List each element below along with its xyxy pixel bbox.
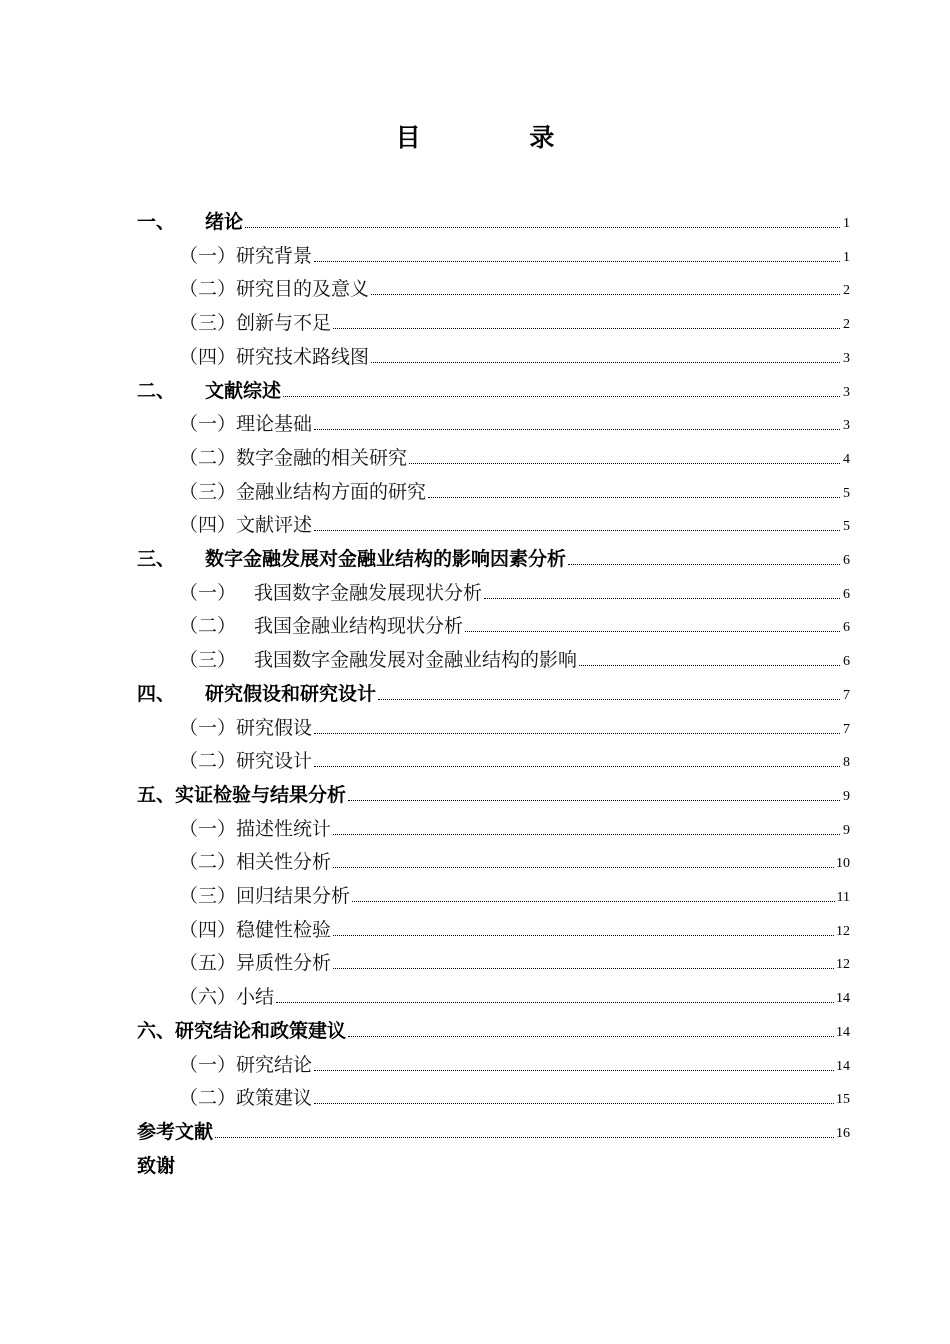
toc-page-number: 1 [843, 249, 850, 265]
toc-leader-dots [371, 361, 840, 363]
toc-entry[interactable] [179, 637, 850, 671]
toc-leader-dots [352, 900, 834, 902]
toc-leader-dots [333, 967, 834, 969]
toc-entry-label [179, 919, 331, 941]
toc-entry-number: （三） [179, 480, 237, 503]
toc-entry-text: 我国数字金融发展现状分析 [254, 581, 483, 604]
toc-entry[interactable] [179, 502, 850, 536]
toc-entry-text: 研究假设和研究设计 [205, 682, 377, 705]
toc-page-number: 6 [843, 553, 850, 568]
toc-entry-text: 异质性分析 [236, 952, 332, 975]
toc-page-number: 5 [843, 485, 850, 501]
toc-page-number: 12 [836, 957, 850, 973]
toc-entry-number: （二） [179, 615, 237, 638]
toc-entry[interactable] [179, 570, 850, 604]
toc-entry-number: （一） [179, 413, 237, 436]
toc-entry-text: 研究结论和政策建议 [175, 1019, 347, 1042]
toc-entry-number: （二） [179, 446, 237, 469]
toc-entry[interactable] [179, 334, 850, 368]
toc-entry-number: （一） [179, 1053, 237, 1076]
toc-leader-dots [348, 1035, 834, 1037]
toc-entry-number: （四） [179, 514, 237, 537]
toc-entry-number: （二） [179, 278, 237, 301]
toc-page-number: 11 [836, 890, 850, 905]
toc-entry[interactable] [179, 401, 850, 435]
toc-entry-text: 研究技术路线图 [236, 345, 370, 368]
toc-page-number: 14 [836, 1058, 850, 1074]
toc-entry-number: （一） [179, 581, 237, 604]
toc-entry-number: （六） [179, 986, 237, 1009]
toc-page-number: 12 [836, 923, 850, 939]
toc-entry-number: （二） [179, 1087, 237, 1110]
toc-entry-number: （四） [179, 918, 237, 941]
toc-entry-text: 实证检验与结果分析 [175, 783, 347, 806]
toc-entry-number: （一） [179, 716, 237, 739]
toc-entry[interactable] [179, 738, 850, 772]
toc-page-number: 1 [843, 216, 850, 231]
toc-leader-dots [428, 496, 840, 498]
toc-leader-dots [409, 462, 840, 464]
toc-entry-text: 小结 [236, 986, 275, 1009]
toc-entry-text: 绪论 [205, 211, 244, 233]
toc-leader-dots [371, 293, 840, 295]
toc-entry[interactable] [179, 806, 850, 840]
toc-entry-text: 研究设计 [236, 750, 313, 773]
toc-entry-label [179, 818, 331, 840]
toc-entry-text: 研究假设 [236, 716, 313, 739]
toc-leader-dots [579, 664, 840, 666]
toc-entry[interactable] [179, 1075, 850, 1109]
toc-entry[interactable] [137, 368, 850, 402]
toc-page-number: 15 [836, 1092, 850, 1108]
toc-page-number: 14 [836, 991, 850, 1007]
toc-entry-label [179, 245, 312, 267]
toc-entry-label [137, 784, 346, 806]
toc-entry-number: （一） [179, 817, 237, 840]
toc-leader-dots [314, 260, 840, 262]
toc-entry-label [137, 1121, 213, 1143]
page-title: 目 录 [395, 123, 605, 152]
toc-entry-text: 金融业结构方面的研究 [236, 480, 427, 503]
toc-leader-dots [314, 732, 840, 734]
toc-entry-text: 研究背景 [236, 244, 313, 267]
toc-entry-label [179, 986, 274, 1008]
toc-page-number: 3 [843, 384, 850, 400]
toc-entry-label [179, 346, 369, 368]
toc-page-number: 10 [836, 856, 850, 872]
toc-leader-dots [348, 799, 840, 801]
toc-page-number: 9 [843, 822, 850, 838]
toc-entry-label [179, 952, 331, 974]
toc-page-number: 2 [843, 283, 850, 299]
toc-entry[interactable] [179, 705, 850, 739]
toc-entry-label [179, 278, 369, 300]
toc-entry-number: （五） [179, 952, 237, 975]
toc-entry-number: 四、 [137, 682, 176, 705]
toc-entry[interactable] [137, 671, 850, 705]
toc-entry-text: 创新与不足 [236, 312, 332, 335]
toc-leader-dots [314, 428, 840, 430]
toc-leader-dots [245, 226, 840, 228]
toc-entry[interactable] [179, 974, 850, 1008]
toc-leader-dots [333, 866, 834, 868]
toc-entry-label [179, 447, 407, 469]
toc-entry[interactable] [137, 1008, 850, 1042]
toc-leader-dots [314, 765, 840, 767]
toc-entry[interactable] [179, 266, 850, 300]
toc-entry-label [179, 1087, 312, 1109]
toc-page-number: 9 [843, 788, 850, 804]
toc-entry[interactable] [179, 435, 850, 469]
toc-entry-label [137, 211, 243, 233]
toc-entry-text: 我国数字金融发展对金融业结构的影响 [254, 649, 578, 672]
toc-entry-label [179, 582, 482, 604]
toc-leader-dots [314, 529, 840, 531]
toc-entry[interactable] [179, 233, 850, 267]
toc-entry-text: 相关性分析 [236, 851, 332, 874]
toc-entry-number: （三） [179, 885, 237, 907]
toc-page-number: 4 [843, 451, 850, 467]
toc-page-number: 6 [843, 586, 850, 602]
toc-page-number: 16 [836, 1125, 850, 1141]
toc-page-number: 5 [843, 519, 850, 535]
toc-entry-number: 三、 [137, 548, 176, 570]
toc-entry-number: 六、 [137, 1019, 176, 1042]
toc-entry-number: 一、 [137, 211, 176, 233]
toc-entry[interactable] [179, 603, 850, 637]
toc-entry[interactable] [137, 1109, 850, 1143]
toc-leader-dots [333, 327, 840, 329]
toc-leader-dots [484, 597, 840, 599]
toc-entry-label [179, 750, 312, 772]
toc-page-number: 7 [843, 721, 850, 737]
toc-entry-number: （二） [179, 851, 237, 874]
toc-entry[interactable] [137, 536, 850, 570]
toc-entry-label [137, 548, 566, 570]
toc-leader-dots [283, 395, 840, 397]
toc-entry-number: （三） [179, 649, 237, 672]
toc-leader-dots [333, 833, 840, 835]
toc-page-number: 6 [843, 654, 850, 670]
toc-page-number: 6 [843, 620, 850, 636]
toc-entry-label [137, 1020, 346, 1042]
toc-entry-number: （三） [179, 312, 237, 335]
toc-entry[interactable] [137, 1143, 850, 1177]
toc-entry[interactable] [137, 772, 850, 806]
toc-entry-text: 研究目的及意义 [236, 278, 370, 301]
toc-entry-label [179, 1054, 312, 1076]
toc-entry[interactable] [179, 907, 850, 941]
toc-entry[interactable] [137, 199, 850, 233]
toc-page-number: 3 [843, 418, 850, 434]
toc-entry[interactable] [179, 1042, 850, 1076]
toc-entry-label [179, 413, 312, 435]
toc-entry-text: 致谢 [137, 1154, 176, 1177]
toc-entry-number: 二、 [137, 379, 176, 402]
toc-leader-dots [465, 630, 840, 632]
toc-page-number: 14 [836, 1024, 850, 1040]
toc-entry-text: 研究结论 [236, 1053, 313, 1076]
toc-page-number: 2 [843, 317, 850, 333]
toc-entry-label [179, 885, 350, 907]
toc-entry-label [137, 1155, 175, 1177]
toc-entry[interactable] [179, 940, 850, 974]
toc-entry-label [179, 649, 577, 671]
toc-entry-label [137, 380, 281, 402]
toc-entry-label [137, 683, 376, 705]
toc-leader-dots [314, 1102, 834, 1104]
toc-leader-dots [215, 1136, 834, 1138]
toc-entry-label [179, 514, 312, 536]
toc-leader-dots [276, 1001, 834, 1003]
toc-entry-label [179, 615, 463, 637]
toc-entry-number: （一） [179, 244, 237, 267]
toc-entry-text: 稳健性检验 [236, 918, 332, 941]
toc-leader-dots [568, 563, 840, 565]
toc-entry[interactable] [179, 873, 850, 907]
toc-leader-dots [314, 1069, 834, 1071]
toc-entry-text: 我国金融业结构现状分析 [254, 615, 464, 638]
toc-leader-dots [378, 698, 840, 700]
toc-entry-text: 文献评述 [236, 514, 313, 537]
toc-entry-label [179, 717, 312, 739]
toc-entry-label [179, 851, 331, 873]
toc-entry[interactable] [179, 839, 850, 873]
toc-entry-text: 文献综述 [205, 379, 282, 402]
toc-entry[interactable] [179, 300, 850, 334]
toc-entry-number: （四） [179, 345, 237, 368]
toc-entry-number: 五、 [137, 783, 176, 806]
toc-entry-label [179, 481, 426, 503]
toc-leader-dots [333, 934, 834, 936]
toc-entry-text: 描述性统计 [236, 817, 332, 840]
toc-entry-text: 参考文献 [137, 1120, 214, 1143]
toc-page-number: 7 [843, 687, 850, 703]
toc-entry-text: 回归结果分析 [236, 885, 351, 907]
toc-entry-number: （二） [179, 750, 237, 773]
toc-entry-text: 数字金融发展对金融业结构的影响因素分析 [205, 548, 567, 570]
toc-entry-text: 理论基础 [236, 413, 313, 436]
toc-entry-text: 数字金融的相关研究 [236, 446, 408, 469]
toc-page-number: 3 [843, 350, 850, 366]
toc-entry-label [179, 312, 331, 334]
toc-entry[interactable] [179, 469, 850, 503]
toc-page-number: 8 [843, 755, 850, 771]
toc-entry-text: 政策建议 [236, 1087, 313, 1110]
